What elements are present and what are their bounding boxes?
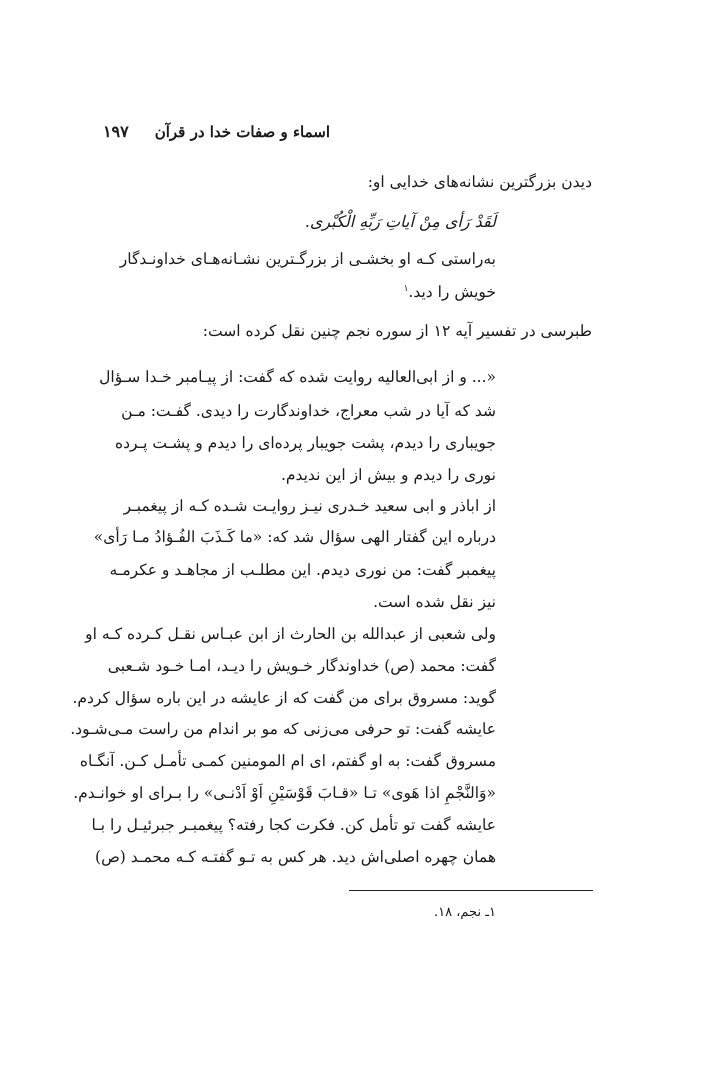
- body-line: نیز نقل شده است.: [373, 593, 496, 611]
- body-line: جویباری را دیدم، پشت جویبار پرده‌ای را دیدم و پشـت پـرده: [115, 434, 496, 452]
- page-number: ۱۹۷: [102, 122, 129, 141]
- body-line: گفت: محمد (ص) خداوندگار خـویش را دیـد، امـا خـود شـعبی: [107, 657, 496, 675]
- body-line: درباره این گفتار الهی سؤال شد که: «ما کَـذَبَ الفُـؤادُ مـا رَأی»: [93, 528, 496, 546]
- line-text: خویش را دید.: [408, 283, 496, 302]
- body-line: پیغمبر گفت: من نوری دیدم. این مطلـب از مجاهـد و عکرمـه: [109, 561, 496, 579]
- body-line: از اباذر و ابی سعید خـدری نیـز روایـت شـده کـه از پیغمبـر: [123, 497, 496, 515]
- body-line: طبرسی در تفسیر آیه ۱۲ از سوره نجم چنین نقل کرده است:: [202, 322, 592, 340]
- body-line: «... و از ابی‌العالیه روایت شده که گفت: از پیـامبر خـدا سـؤال: [99, 368, 496, 386]
- body-line: نوری را دیدم و بیش از این ندیدم.: [280, 466, 496, 484]
- footnote: ۱ـ نجم، ۱۸.: [433, 905, 496, 920]
- body-line: گوید: مسروق برای من گفت که از عایشه در این باره سؤال کردم.: [72, 689, 496, 707]
- quran-verse: لَقَدْ رَأی مِنْ آیاتِ رَبِّهِ الْکُبْری.: [304, 212, 496, 231]
- body-line: همان چهره اصلی‌اش دید. هر کس به تـو گفتـه کـه محمـد (ص): [95, 848, 496, 866]
- body-line: «وَالنَّجْمِ اذا هَوی» تـا «قـابَ قَوْسَیْنِ اَوْ اَدْنـی» را بـرای او خوانـدم.: [73, 784, 496, 802]
- body-line: به‌راستی کـه او بخشـی از بزرگـترین نشـانه‌هـای خداونـدگار: [119, 250, 496, 268]
- body-line: شد که آیا در شب معراج، خداوندگارت را دیدی. گفـت: مـن: [121, 402, 496, 420]
- body-line: دیدن بزرگترین نشانه‌های خدایی او:: [367, 173, 592, 191]
- body-line: ولی شعبی از عبدالله بن الحارث از ابن عبـاس نقـل کـرده کـه او: [85, 625, 496, 643]
- body-line: مسروق گفت: به او گفتم، ای ام المومنین کمـی تأمـل کـن. آنگـاه: [79, 752, 496, 770]
- body-line: عایشه گفت تو تأمل کن. فکرت کجا رفته؟ پیغمبـر جبرئیـل را بـا: [91, 816, 496, 834]
- footnote-marker: ۱: [403, 284, 409, 294]
- header-title: اسماء و صفات خدا در قرآن: [154, 123, 330, 141]
- footnote-divider: [349, 890, 593, 891]
- running-header: [70, 122, 330, 141]
- body-line: [404, 285, 496, 301]
- body-line: عایشه گفت: تو حرفی می‌زنی که مو بر اندام من راست مـی‌شـود.: [70, 720, 496, 738]
